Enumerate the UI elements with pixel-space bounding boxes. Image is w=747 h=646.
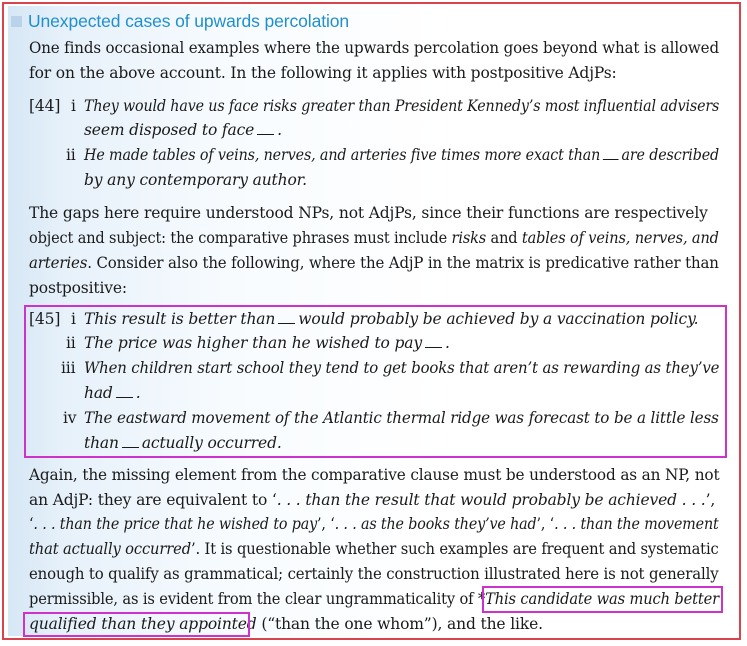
p2-line-4: postpositive:: [29, 279, 127, 297]
ex45-iii-line-1: When children start school they tend to get books that aren’t as rewarding as they’ve: [84, 359, 720, 377]
section-title: Unexpected cases of upwards percolation: [28, 10, 350, 31]
ex45-iv-line-1: The eastward movement of the Atlantic thermal ridge was forecast to be a little less: [84, 409, 719, 427]
ex45-iv-label: iv: [63, 409, 77, 427]
ex45-iv-line-2: than actually occurred.: [84, 434, 282, 452]
p3-line-4: that actually occurred’. It is questionable whether such examples are frequent and systematic: [29, 540, 719, 558]
p2-line-1: The gaps here require understood NPs, not AdjPs, since their functions are respectively: [29, 204, 708, 222]
ex44-number: [44]: [29, 97, 61, 115]
ex44-i-line-2: seem disposed to face .: [84, 121, 282, 139]
ex45-ii-line: The price was higher than he wished to pay .: [84, 334, 450, 352]
ex44-i-label: i: [71, 97, 76, 115]
p3-line-5: enough to qualify as grammatical; certainly the construction illustrated here is not generally: [29, 565, 719, 583]
ex45-iii-label: iii: [61, 359, 76, 377]
p3-line-6: permissible, as is evident from the clear ungrammaticality of *This candidate was much better: [29, 590, 719, 608]
ex45-ii-label: ii: [66, 334, 76, 352]
gap-blank: [603, 145, 619, 160]
p3-line-2: an AdjP: they are equivalent to ‘. . . than the result that would probably be achieved . . .’,: [29, 491, 716, 509]
p2-line-2: object and subject: the comparative phrases must include risks and tables of veins, nerves, and: [29, 229, 719, 247]
p2-line-3: arteries. Consider also the following, where the AdjP in the matrix is predicative rather than: [29, 254, 719, 272]
ex45-iii-line-2: had .: [84, 384, 141, 402]
ex44-ii-line-1: He made tables of veins, nerves, and arteries five times more exact than are described: [84, 146, 720, 164]
gap-blank: [425, 333, 442, 348]
p3-line-1: Again, the missing element from the comparative clause must be understood as an NP, not: [29, 466, 720, 484]
ex45-i-label: i: [71, 310, 76, 328]
gap-blank: [257, 120, 274, 135]
gap-blank: [278, 309, 295, 324]
gap-blank: [122, 433, 139, 448]
p3-line-3: ‘. . . than the price that he wished to pay’, ‘. . . as the books they’ve had’, ‘. . . than the movement: [29, 515, 719, 533]
gap-blank: [116, 383, 133, 398]
p3-line-7: qualified than they appointed (“than the one whom”), and the like.: [29, 615, 543, 633]
ex45-number: [45]: [29, 310, 61, 328]
p1-line-1: One finds occasional examples where the upwards percolation goes beyond what is allowed: [29, 39, 719, 57]
ex44-ii-label: ii: [66, 146, 76, 164]
ungrammatical-highlight-box-2: [23, 612, 250, 637]
bullet-square-icon: [11, 16, 22, 27]
ex44-i-line-1: They would have us face risks greater than President Kennedy’s most influential advisers: [84, 97, 720, 115]
ex44-ii-line-2: by any contemporary author.: [84, 171, 307, 189]
section-header: [11, 10, 731, 32]
ex45-i-line: This result is better than would probably be achieved by a vaccination policy.: [84, 310, 699, 328]
ungrammatical-highlight-box-1: [482, 586, 723, 613]
p1-line-2: for on the above account. In the following it applies with postpositive AdjPs:: [29, 64, 617, 82]
